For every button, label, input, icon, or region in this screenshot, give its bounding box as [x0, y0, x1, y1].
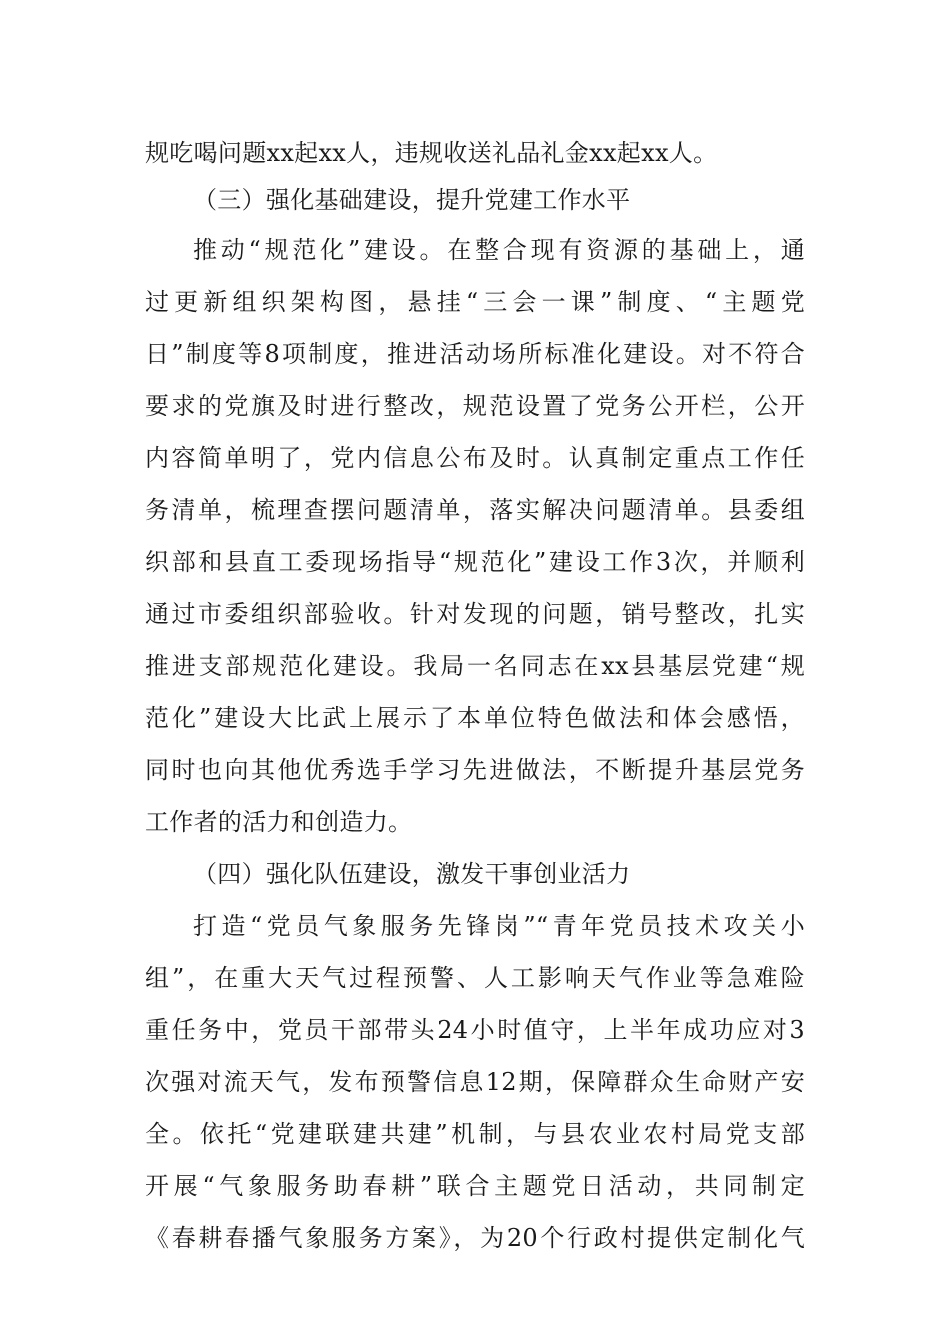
paragraph-line: 要求的党旗及时进行整改，规范设置了党务公开栏，公开 [145, 392, 805, 420]
paragraph-line: 《春耕春播气象服务方案》，为20个行政村提供定制化气 [145, 1224, 805, 1252]
paragraph-line: 同时也向其他优秀选手学习先进做法，不断提升基层党务 [145, 756, 805, 784]
paragraph-line: 组”，在重大天气过程预警、人工影响天气作业等急难险 [145, 964, 805, 992]
section-heading: （四）强化队伍建设，激发干事创业活力 [193, 860, 631, 888]
paragraph-line: 重任务中，党员干部带头24小时值守，上半年成功应对3 [145, 1016, 805, 1044]
paragraph-line: 全。依托“党建联建共建”机制，与县农业农村局党支部 [145, 1120, 805, 1148]
paragraph-line: 范化”建设大比武上展示了本单位特色做法和体会感悟， [145, 704, 805, 732]
paragraph-line: 开展“气象服务助春耕”联合主题党日活动，共同制定 [145, 1172, 805, 1200]
paragraph-line: 过更新组织架构图，悬挂“三会一课”制度、“主题党 [145, 288, 805, 316]
section-heading: （三）强化基础建设，提升党建工作水平 [193, 186, 631, 214]
paragraph-line: 推进支部规范化建设。我局一名同志在xx县基层党建“规 [145, 652, 805, 680]
paragraph-line: 打造“党员气象服务先锋岗”“青年党员技术攻关小 [193, 912, 805, 940]
paragraph-line: 通过市委组织部验收。针对发现的问题，销号整改，扎实 [145, 600, 805, 628]
paragraph-line: 次强对流天气，发布预警信息12期，保障群众生命财产安 [145, 1068, 805, 1096]
paragraph-line: 务清单，梳理查摆问题清单，落实解决问题清单。县委组 [145, 496, 805, 524]
paragraph-line: 工作者的活力和创造力。 [145, 808, 413, 836]
paragraph-line: 日”制度等8项制度，推进活动场所标准化建设。对不符合 [145, 340, 805, 368]
paragraph-line: 织部和县直工委现场指导“规范化”建设工作3次，并顺利 [145, 548, 805, 576]
paragraph-line: 内容简单明了，党内信息公布及时。认真制定重点工作任 [145, 444, 805, 472]
paragraph-line: 推动“规范化”建设。在整合现有资源的基础上，通 [193, 236, 805, 264]
paragraph-line: 规吃喝问题xx起xx人，违规收送礼品礼金xx起xx人。 [145, 139, 718, 167]
